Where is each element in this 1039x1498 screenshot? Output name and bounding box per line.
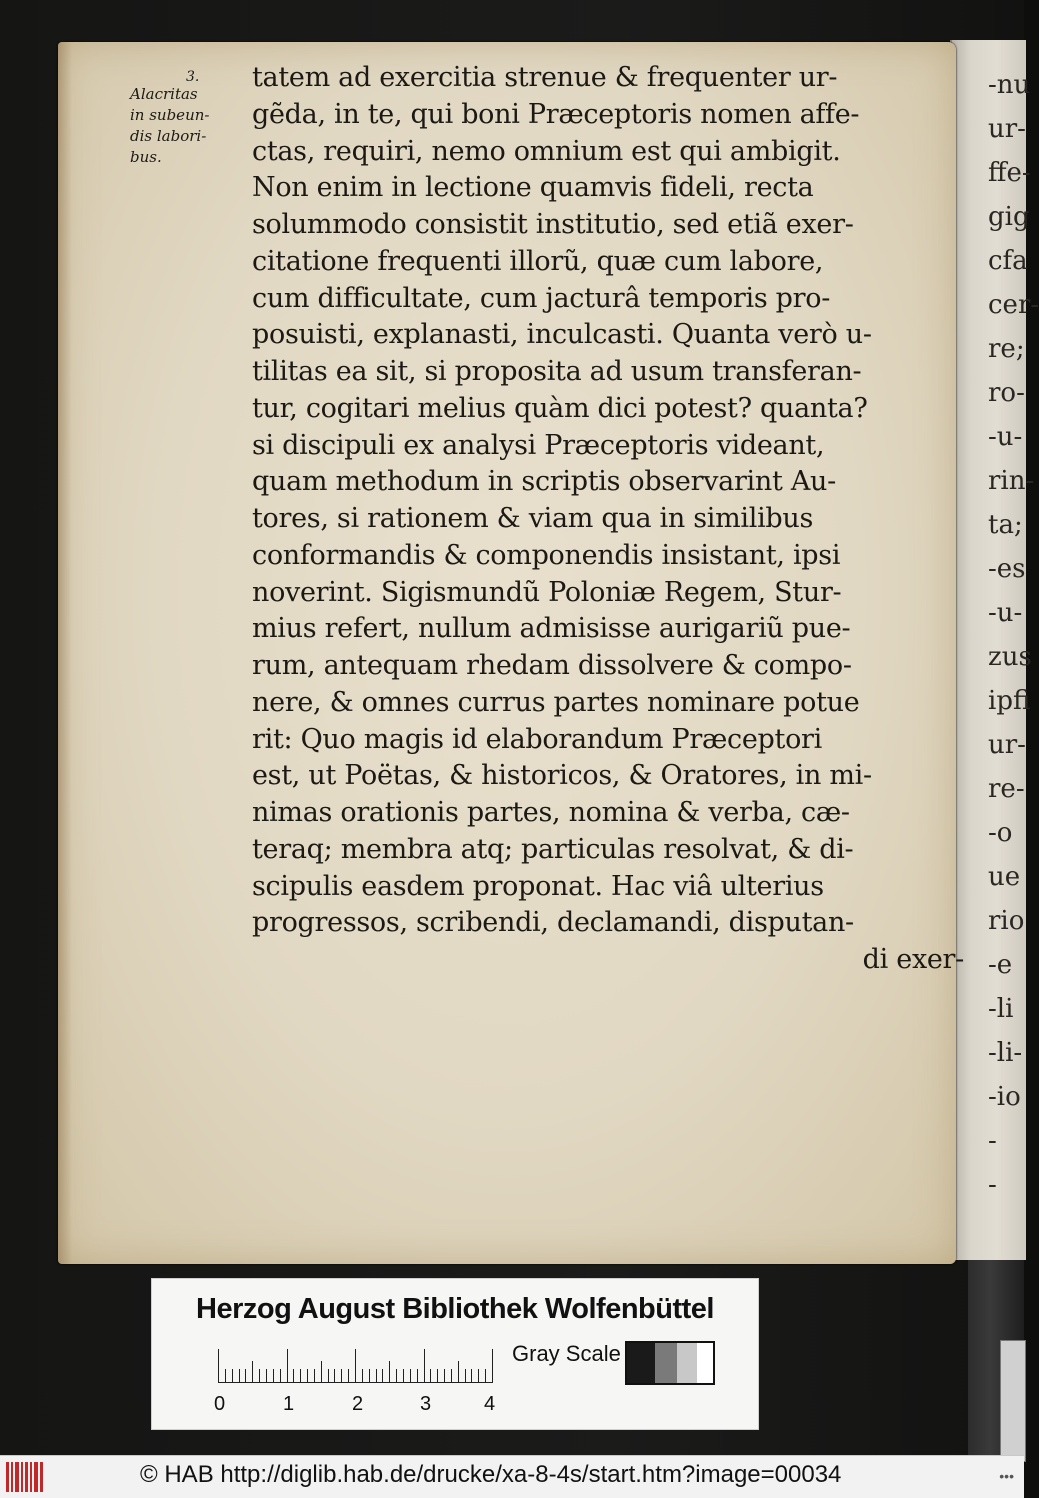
adjacent-page-fragment: cer- — [988, 290, 1039, 320]
ruler-tick — [225, 1369, 226, 1383]
ruler-tick — [465, 1369, 466, 1383]
adjacent-page-fragment: -es — [988, 554, 1026, 584]
ruler-tick — [218, 1349, 219, 1383]
ruler-tick — [430, 1369, 431, 1383]
ruler-tick — [396, 1369, 397, 1383]
text-line: noverint. Sigismundũ Poloniæ Regem, Stur- — [252, 576, 842, 608]
text-line: rum, antequam rhedam dissolvere & compo- — [252, 650, 852, 681]
library-name: Herzog August Bibliothek Wolfenbüttel — [196, 1293, 714, 1325]
ruler-tick — [362, 1369, 363, 1383]
logo-bar — [6, 1462, 9, 1492]
ruler-tick — [341, 1369, 342, 1383]
ruler-tick — [273, 1369, 274, 1383]
adjacent-page-fragment: -nu — [988, 70, 1031, 100]
ruler-number: 3 — [420, 1393, 432, 1415]
page-gutter-shadow — [58, 42, 72, 1264]
text-line: cum difficultate, cum jacturâ temporis pro- — [252, 282, 831, 314]
text-line: solummodo consistit institutio, sed etiã exer- — [252, 209, 854, 240]
color-reference-card — [151, 1278, 759, 1430]
adjacent-page-fragment: - — [988, 1126, 997, 1156]
marginal-note-line: bus. — [130, 148, 162, 166]
adjacent-page-fragment: ro- — [988, 378, 1025, 408]
adjacent-page-fragment: - — [988, 1170, 997, 1200]
ruler-tick — [410, 1369, 411, 1383]
ruler-tick — [424, 1349, 425, 1383]
logo-bar — [11, 1462, 13, 1492]
ruler-tick — [328, 1369, 329, 1383]
logo-bar — [30, 1462, 32, 1492]
ruler-tick — [293, 1369, 294, 1383]
gray-swatch — [655, 1343, 677, 1383]
ruler-number: 2 — [352, 1393, 364, 1415]
ruler-tick — [321, 1361, 322, 1383]
adjacent-page-fragment: -li- — [988, 1038, 1023, 1068]
marginal-note-line: in subeun- — [130, 106, 210, 124]
ruler-tick — [266, 1369, 267, 1383]
text-line: progressos, scribendi, declamandi, disputan- — [252, 907, 854, 939]
gray-swatch — [627, 1343, 655, 1383]
adjacent-page-fragment: ta; — [988, 510, 1023, 540]
ruler-tick — [348, 1369, 349, 1383]
adjacent-page-fragment: ur- — [988, 730, 1026, 760]
ruler-tick — [259, 1369, 260, 1383]
ruler-tick — [389, 1361, 390, 1383]
more-options-icon[interactable]: ••• — [999, 1468, 1014, 1484]
marginal-note-number: 3. — [186, 69, 200, 85]
adjacent-page-fragment: zus — [988, 642, 1032, 672]
text-line: ctas, requiri, nemo omnium est qui ambigit. — [252, 135, 841, 167]
measurement-ruler — [218, 1347, 498, 1383]
adjacent-page-fragment: -e — [988, 950, 1013, 980]
copyright-url[interactable]: © HAB http://diglib.hab.de/drucke/xa-8-4s/start.htm?image=00034 — [140, 1461, 842, 1488]
ruler-tick — [334, 1369, 335, 1383]
ruler-tick — [314, 1369, 315, 1383]
text-line: citatione frequenti illorũ, quæ cum labore, — [252, 245, 824, 277]
ruler-tick — [471, 1369, 472, 1383]
ruler-tick — [485, 1369, 486, 1383]
text-line: posuisti, explanasti, inculcasti. Quanta verò u- — [252, 319, 872, 351]
logo-bar — [15, 1462, 19, 1492]
text-line: di exer- — [862, 944, 964, 975]
adjacent-page-fragment: re; — [988, 334, 1025, 364]
adjacent-page-fragment: -li — [988, 994, 1014, 1024]
text-line: nere, & omnes currus partes nominare potue — [252, 686, 860, 718]
ruler-number: 1 — [283, 1393, 295, 1415]
marginal-note-line: dis labori- — [130, 127, 207, 145]
ruler-tick — [451, 1369, 452, 1383]
holder-tab — [1000, 1340, 1026, 1462]
ruler-tick — [300, 1369, 301, 1383]
ruler-tick — [417, 1369, 418, 1383]
adjacent-page-fragment: -o — [988, 818, 1013, 848]
ruler-tick — [478, 1369, 479, 1383]
text-line: nimas orationis partes, nomina & verba, cæ- — [252, 797, 850, 828]
text-line: mius refert, nullum admisisse aurigariũ pue- — [252, 613, 851, 645]
adjacent-page-fragment: gig — [988, 202, 1030, 232]
hab-logo-icon — [6, 1462, 44, 1492]
text-line: teraq; membra atq; particulas resolvat, & di- — [252, 833, 854, 865]
text-line: tores, si rationem & viam qua in similibus — [252, 503, 814, 534]
logo-bar — [21, 1462, 23, 1492]
ruler-tick — [444, 1369, 445, 1383]
adjacent-page-fragment: -io — [988, 1082, 1021, 1112]
gray-scale-swatches — [625, 1341, 715, 1385]
gray-scale-label: Gray Scale — [512, 1341, 621, 1366]
adjacent-page-fragment: ffe- — [988, 158, 1031, 188]
ruler-tick — [376, 1369, 377, 1383]
ruler-tick — [458, 1361, 459, 1383]
text-line: quam methodum in scriptis observarint Au- — [252, 466, 836, 498]
adjacent-page-fragment: cfa — [988, 246, 1028, 276]
ruler-tick — [437, 1369, 438, 1383]
ruler-tick — [403, 1369, 404, 1383]
ruler-tick — [280, 1369, 281, 1383]
adjacent-page-fragment: ipfi — [988, 686, 1031, 716]
ruler-tick — [382, 1369, 383, 1383]
body-text — [252, 60, 964, 979]
text-line: tur, cogitari melius quàm dici potest? quanta? — [252, 392, 868, 424]
footer-bar — [0, 1455, 1024, 1498]
logo-bar — [25, 1462, 28, 1492]
adjacent-page-fragment: -u- — [988, 598, 1023, 628]
text-line: tatem ad exercitia strenue & frequenter ur- — [252, 62, 838, 93]
ruler-number: 4 — [484, 1393, 496, 1415]
text-line: rit: Quo magis id elaborandum Præceptori — [252, 723, 822, 755]
ruler-tick — [492, 1349, 493, 1383]
adjacent-page-fragment: ue — [988, 862, 1021, 892]
gray-swatch — [677, 1343, 697, 1383]
text-line: gẽda, in te, qui boni Præceptoris nomen affe- — [252, 98, 860, 130]
ruler-tick — [307, 1369, 308, 1383]
ruler-tick — [232, 1369, 233, 1383]
logo-bar — [34, 1462, 38, 1492]
text-line: Non enim in lectione quamvis fideli, recta — [252, 172, 814, 204]
adjacent-page-fragment: re- — [988, 774, 1025, 804]
text-line: conformandis & componendis insistant, ipsi — [252, 539, 841, 571]
ruler-tick — [287, 1349, 288, 1383]
adjacent-page-fragment: rio — [988, 906, 1025, 936]
text-line: scipulis easdem proponat. Hac viâ ulterius — [252, 870, 824, 902]
ruler-tick — [369, 1369, 370, 1383]
ruler-tick — [239, 1369, 240, 1383]
ruler-tick — [252, 1361, 253, 1383]
ruler-tick — [355, 1349, 356, 1383]
gray-swatch — [697, 1343, 713, 1383]
text-line: tilitas ea sit, si proposita ad usum transferan- — [252, 356, 862, 387]
ruler-tick — [245, 1369, 246, 1383]
ruler-number: 0 — [214, 1393, 226, 1415]
text-line: est, ut Poëtas, & historicos, & Oratores, in mi- — [252, 760, 872, 792]
logo-bar — [40, 1462, 43, 1492]
adjacent-page-fragment: -u- — [988, 422, 1023, 452]
text-line: si discipuli ex analysi Præceptoris videant, — [252, 429, 825, 461]
marginal-note-line: Alacritas — [130, 85, 198, 103]
marginal-note — [130, 70, 240, 168]
adjacent-page-fragment: ur- — [988, 114, 1026, 144]
adjacent-page-fragment: rin- — [988, 466, 1035, 496]
